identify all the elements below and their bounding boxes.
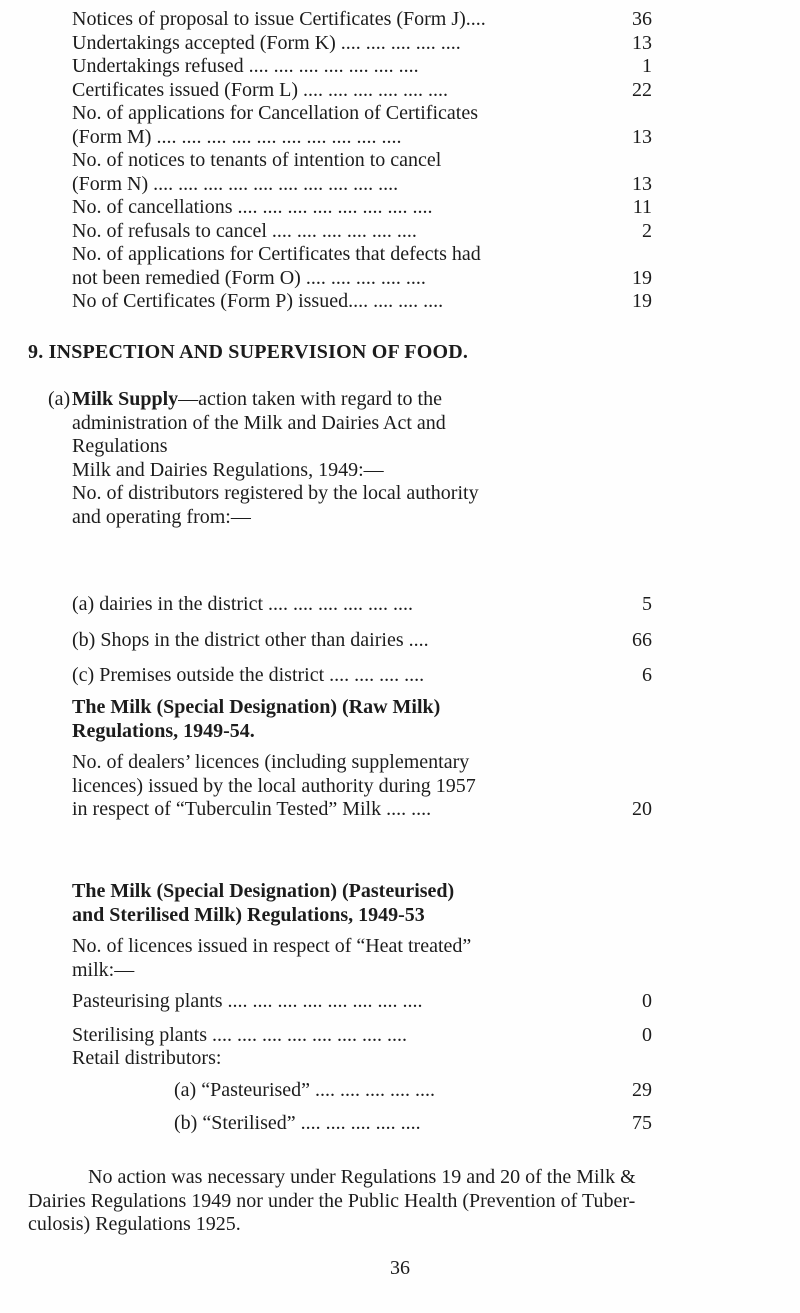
list-item [174,1112,652,1136]
distributor-list [72,593,652,688]
item-value: 2 [642,219,652,242]
milk-supply-section [72,388,652,529]
list-item [174,1079,652,1103]
notices-list [72,8,652,314]
item-label: Undertakings refused .... .... .... .... .... .... .... [72,55,419,77]
milk-supply-title: Milk Supply [72,388,179,410]
page-number: 36 [390,1257,410,1279]
item-value: 5 [642,593,652,615]
retail-label: Retail distributors: [72,1047,222,1069]
raw-milk-line: licences) issued by the local authority during 1957 [72,774,476,797]
list-item [72,102,652,126]
list-item [72,196,652,220]
item-label: No. of applications for Cancellation of Certificates [72,102,478,124]
list-item [72,8,652,32]
item-value: 0 [642,990,652,1012]
list-item [72,220,652,244]
item-label: (b) “Sterilised” .... .... .... .... .... [174,1112,421,1134]
closing-paragraph [28,1166,768,1237]
item-label: Sterilising plants .... .... .... .... .... .... .... .... [72,1023,407,1046]
closing-line: No action was necessary under Regulations 19 and 20 of the Milk & [88,1166,636,1188]
list-item [72,629,652,653]
closing-line: Dairies Regulations 1949 nor under the Public Health (Prevention of Tuber- [28,1189,636,1212]
item-label: Notices of proposal to issue Certificates (Form J).... [72,8,486,30]
raw-milk-title: Regulations, 1949-54. [72,719,255,742]
item-label: Certificates issued (Form L) .... .... .... .... .... .... [72,78,449,101]
item-value: 22 [632,78,652,101]
pasteurised-title: and Sterilised Milk) Regulations, 1949-53 [72,903,425,926]
pasteurised-line: No. of licences issued in respect of “Heat treated” [72,935,472,957]
raw-milk-section [72,696,652,822]
milk-supply-line: No. of distributors registered by the local authority [72,482,479,504]
item-label: Pasteurising plants .... .... .... .... .... .... .... .... [72,990,423,1012]
list-item [72,149,652,173]
item-label: No. of notices to tenants of intention to cancel [72,149,442,171]
list-item [72,664,652,688]
item-value: 36 [632,8,652,30]
milk-supply-line: and operating from:— [72,505,251,528]
list-item [72,798,652,822]
list-item [72,173,652,197]
pasteurised-title: The Milk (Special Designation) (Pasteurised) [72,880,455,902]
raw-milk-title: The Milk (Special Designation) (Raw Milk) [72,696,441,718]
item-value: 6 [642,664,652,686]
list-item [72,1024,652,1048]
list-item [72,243,652,267]
list-item [72,79,652,103]
item-value: 13 [632,125,652,148]
raw-milk-line: No. of dealers’ licences (including supplementary [72,751,470,773]
section-heading: 9. INSPECTION AND SUPERVISION OF FOOD. [28,341,469,363]
list-item [72,290,652,314]
item-label: (c) Premises outside the district .... .... .... .... [72,664,425,686]
milk-supply-line: Regulations [72,435,168,457]
item-label: (Form N) .... .... .... .... .... .... .... .... .... .... [72,172,399,195]
list-item [72,267,652,291]
item-value: 19 [632,290,652,312]
item-label: No. of refusals to cancel .... .... .... .... .... .... [72,219,417,242]
item-label: No. of applications for Certificates that defects had [72,243,481,265]
item-value: 11 [632,196,652,218]
list-item [72,55,652,79]
item-value: 19 [632,266,652,289]
item-label: (Form M) .... .... .... .... .... .... .... .... .... .... [72,125,402,148]
item-value: 1 [642,55,652,77]
item-value: 75 [632,1112,652,1134]
item-value: 13 [632,31,652,54]
closing-line: culosis) Regulations 1925. [28,1213,241,1235]
item-label: in respect of “Tuberculin Tested” Milk .... .... [72,798,432,820]
pasteurised-section [72,880,652,1136]
item-label: not been remedied (Form O) .... .... .... .... .... [72,266,426,289]
milk-supply-line: Milk and Dairies Regulations, 1949:— [72,458,384,481]
item-value: 0 [642,1023,652,1046]
item-value: 13 [632,172,652,195]
item-label: No. of cancellations .... .... .... .... .... .... .... .... [72,196,433,218]
list-item [72,126,652,150]
list-item [72,593,652,617]
list-item [72,990,652,1014]
list-item [72,32,652,56]
item-label: Undertakings accepted (Form K) .... .... .... .... .... [72,31,461,54]
milk-supply-line: —action taken with regard to the [178,388,442,410]
item-label: No of Certificates (Form P) issued.... .... .... .... [72,290,444,312]
item-label: (a) dairies in the district .... .... .... .... .... .... [72,593,414,615]
milk-supply-line: administration of the Milk and Dairies Act and [72,411,446,434]
milk-supply-marker: (a) [48,388,71,410]
item-value: 29 [632,1078,652,1101]
item-label: (b) Shops in the district other than dairies .... [72,628,429,651]
item-label: (a) “Pasteurised” .... .... .... .... .... [174,1078,436,1101]
item-value: 20 [632,798,652,820]
pasteurised-line: milk:— [72,958,135,981]
item-value: 66 [632,628,652,651]
